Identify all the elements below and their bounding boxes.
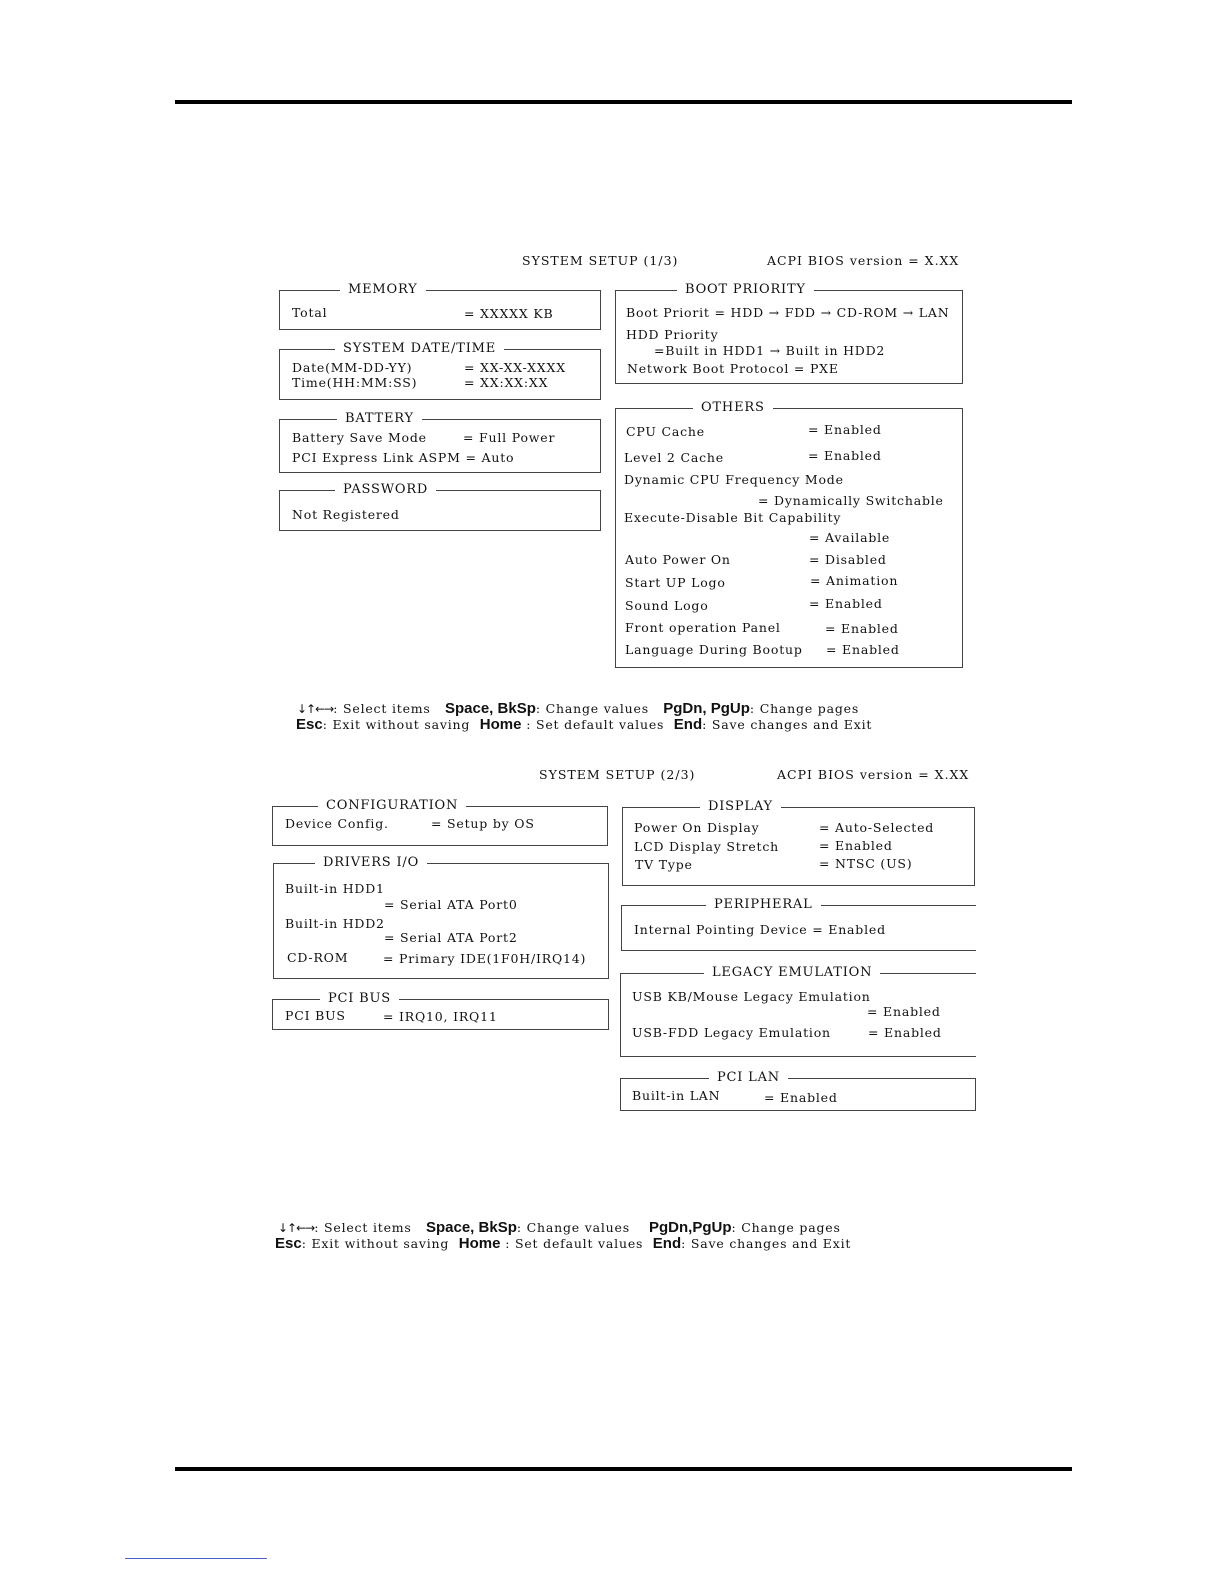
usb-kb-value[interactable]: = Enabled — [867, 1004, 941, 1019]
cdrom-label: CD-ROM — [287, 950, 349, 965]
help-line-1 — [278, 1220, 841, 1236]
help-line-2 — [275, 1236, 851, 1252]
dyn-cpu-value[interactable]: = Dynamically Switchable — [758, 493, 944, 508]
power-on-display-value[interactable]: = Auto-Selected — [819, 820, 935, 835]
screen-title: SYSTEM SETUP (1/3) — [522, 253, 679, 268]
hdd1-value[interactable]: = Serial ATA Port0 — [384, 897, 518, 912]
help-change: : Change values — [516, 1220, 630, 1235]
device-config-label: Device Config. — [285, 816, 389, 831]
panel-title: DISPLAY — [700, 798, 781, 816]
help-save: : Save changes and Exit — [702, 717, 873, 732]
panel-title: LEGACY EMULATION — [704, 964, 880, 982]
sound-logo-value[interactable]: = Enabled — [809, 596, 883, 611]
dyn-cpu-label: Dynamic CPU Frequency Mode — [624, 472, 844, 487]
panel-title: PERIPHERAL — [706, 896, 821, 914]
help-exit: : Exit without saving — [301, 1236, 450, 1251]
help-save: : Save changes and Exit — [681, 1236, 852, 1251]
configuration-panel — [272, 798, 608, 846]
datetime-panel — [279, 341, 601, 400]
tv-type-label: TV Type — [635, 857, 693, 872]
l2-cache-value[interactable]: = Enabled — [808, 448, 882, 463]
arrow-keys-icon: ↓↑←→ — [297, 702, 334, 716]
hdd-priority-label: HDD Priority — [626, 327, 719, 342]
hdd2-label: Built-in HDD2 — [285, 916, 385, 931]
pci-lan-panel — [620, 1070, 976, 1111]
lcd-stretch-label: LCD Display Stretch — [634, 839, 780, 854]
battery-panel — [279, 411, 601, 473]
cpu-cache-value[interactable]: = Enabled — [808, 422, 882, 437]
battery-save-label: Battery Save Mode — [292, 430, 427, 445]
top-rule — [175, 100, 1072, 104]
password-panel — [279, 482, 601, 531]
help-change: : Change values — [535, 701, 649, 716]
xd-bit-value[interactable]: = Available — [809, 530, 891, 545]
device-config-value[interactable]: = Setup by OS — [431, 816, 535, 831]
usb-fdd-label: USB-FDD Legacy Emulation — [632, 1025, 831, 1040]
sound-logo-label: Sound Logo — [625, 598, 709, 613]
usb-kb-label: USB KB/Mouse Legacy Emulation — [632, 989, 871, 1004]
panel-title: BOOT PRIORITY — [677, 281, 814, 299]
key-home: Home — [458, 1235, 501, 1252]
help-select: : Select items — [333, 701, 431, 716]
time-label: Time(HH:MM:SS) — [292, 375, 418, 390]
pci-bus-label: PCI BUS — [285, 1008, 346, 1023]
startup-logo-value[interactable]: = Animation — [810, 573, 899, 588]
panel-title: MEMORY — [340, 281, 426, 299]
panel-title: PCI LAN — [709, 1069, 788, 1087]
arrow-keys-icon: ↓↑←→ — [278, 1221, 315, 1235]
panel-title: BATTERY — [337, 410, 422, 428]
date-value[interactable]: = XX-XX-XXXX — [464, 360, 566, 375]
pci-bus-value[interactable]: = IRQ10, IRQ11 — [383, 1009, 498, 1024]
pci-bus-panel — [272, 991, 609, 1030]
auto-power-label: Auto Power On — [625, 552, 731, 567]
tv-type-value[interactable]: = NTSC (US) — [819, 856, 913, 871]
memory-total-label: Total — [292, 305, 328, 320]
panel-title: CONFIGURATION — [318, 797, 466, 815]
help-pages: : Change pages — [749, 701, 860, 716]
password-value[interactable]: Not Registered — [292, 507, 400, 522]
power-on-display-label: Power On Display — [634, 820, 760, 835]
bios-version: ACPI BIOS version = X.XX — [777, 767, 970, 782]
language-label: Language During Bootup — [625, 642, 803, 657]
key-end: End — [652, 1235, 682, 1252]
boot-priority-panel — [615, 282, 963, 384]
panel-title: PCI BUS — [320, 990, 399, 1008]
pointing-device-row[interactable]: Internal Pointing Device = Enabled — [634, 922, 886, 937]
others-panel — [615, 400, 963, 668]
date-label: Date(MM-DD-YY) — [292, 360, 413, 375]
key-space-bksp: Space, BkSp — [425, 1219, 517, 1236]
help-pages: : Change pages — [731, 1220, 841, 1235]
key-esc: Esc — [275, 1235, 302, 1252]
key-home: Home — [479, 716, 522, 733]
peripheral-panel — [621, 897, 976, 951]
boot-order-row[interactable]: Boot Priorit = HDD → FDD → CD-ROM → LAN — [626, 305, 950, 320]
startup-logo-label: Start UP Logo — [625, 575, 726, 590]
memory-total-value[interactable]: = XXXXX KB — [464, 306, 554, 321]
drivers-io-panel — [273, 855, 609, 979]
panel-title: OTHERS — [693, 399, 773, 417]
front-panel-value[interactable]: = Enabled — [825, 621, 899, 636]
builtin-lan-label: Built-in LAN — [632, 1088, 721, 1103]
panel-title: DRIVERS I/O — [315, 854, 427, 872]
display-panel — [622, 799, 975, 886]
cdrom-value[interactable]: = Primary IDE(1F0H/IRQ14) — [383, 951, 587, 966]
help-exit: : Exit without saving — [322, 717, 471, 732]
lcd-stretch-value[interactable]: = Enabled — [819, 838, 893, 853]
xd-bit-label: Execute-Disable Bit Capability — [624, 510, 842, 525]
auto-power-value[interactable]: = Disabled — [809, 552, 887, 567]
bottom-rule — [175, 1467, 1072, 1471]
usb-fdd-value[interactable]: = Enabled — [868, 1025, 942, 1040]
footer-link-underline — [125, 1558, 267, 1559]
legacy-emulation-panel — [620, 965, 976, 1057]
l2-cache-label: Level 2 Cache — [624, 450, 724, 465]
language-value[interactable]: = Enabled — [826, 642, 900, 657]
key-space-bksp: Space, BkSp — [444, 700, 536, 717]
key-pgdn-pgup: PgDn, PgUp — [663, 700, 750, 717]
builtin-lan-value[interactable]: = Enabled — [764, 1090, 838, 1105]
battery-save-value[interactable]: = Full Power — [463, 430, 556, 445]
help-defaults: : Set default values — [500, 1236, 644, 1251]
bios-version: ACPI BIOS version = X.XX — [767, 253, 960, 268]
key-pgdn-pgup: PgDn,PgUp — [649, 1219, 732, 1236]
screen-title: SYSTEM SETUP (2/3) — [539, 767, 696, 782]
network-boot-row[interactable]: Network Boot Protocol = PXE — [627, 361, 839, 376]
panel-title: PASSWORD — [335, 481, 436, 499]
pci-aspm-row[interactable]: PCI Express Link ASPM = Auto — [292, 450, 515, 465]
help-line-1 — [297, 701, 859, 717]
panel-title: SYSTEM DATE/TIME — [335, 340, 504, 358]
time-value[interactable]: = XX:XX:XX — [464, 375, 549, 390]
help-select: : Select items — [314, 1220, 412, 1235]
hdd2-value[interactable]: = Serial ATA Port2 — [384, 930, 518, 945]
front-panel-label: Front operation Panel — [625, 620, 781, 635]
key-esc: Esc — [296, 716, 323, 733]
hdd-priority-value[interactable]: =Built in HDD1 → Built in HDD2 — [654, 343, 886, 358]
key-end: End — [673, 716, 703, 733]
help-line-2 — [296, 717, 872, 733]
help-defaults: : Set default values — [521, 717, 665, 732]
hdd1-label: Built-in HDD1 — [285, 881, 385, 896]
memory-panel — [279, 282, 601, 330]
cpu-cache-label: CPU Cache — [626, 424, 705, 439]
